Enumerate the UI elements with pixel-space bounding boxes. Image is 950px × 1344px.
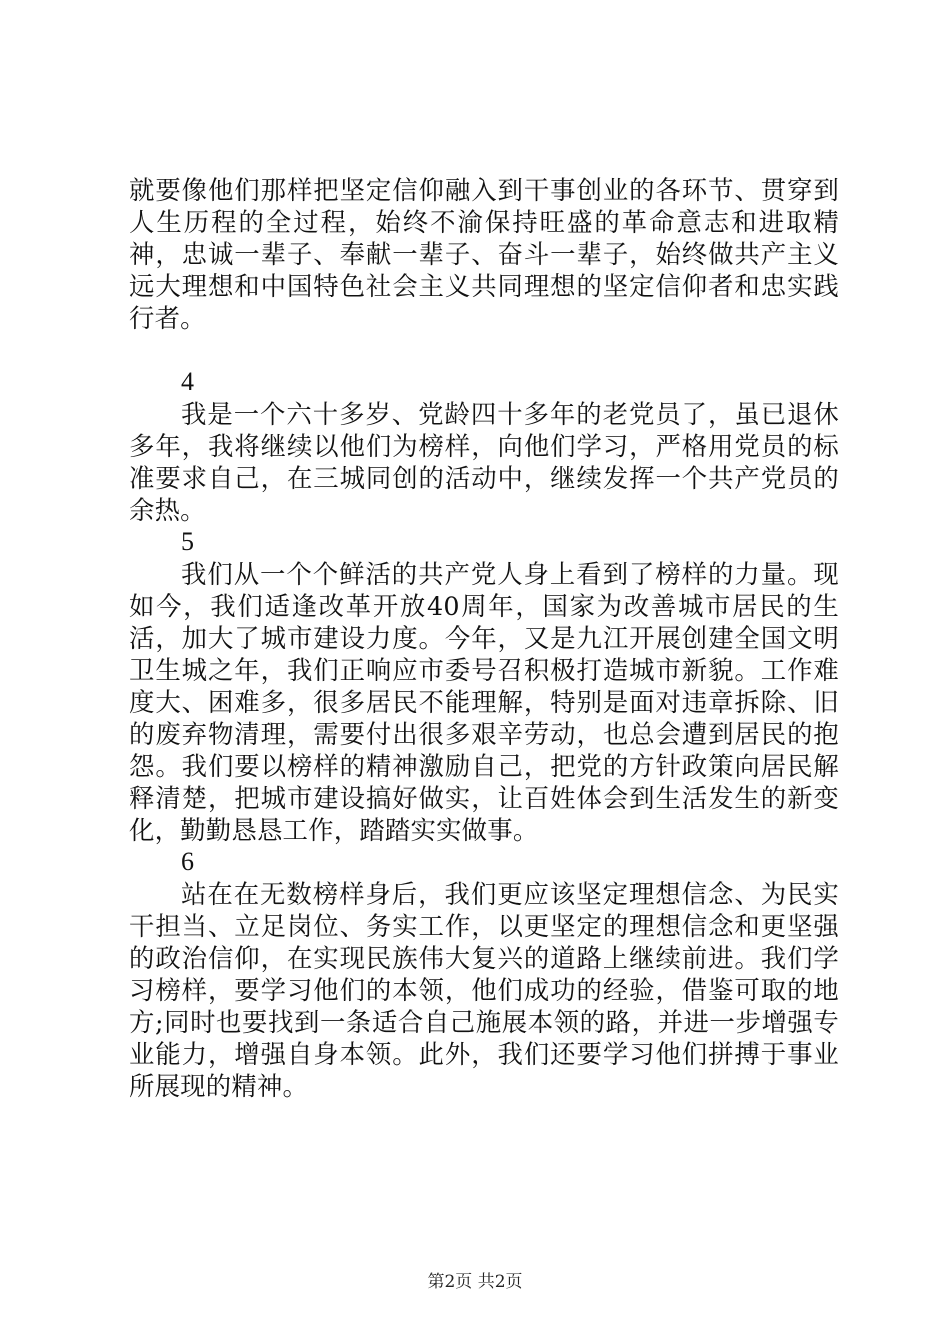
section-number-6: 6	[181, 847, 194, 876]
paragraph-section-6: 站在在无数榜样身后，我们更应该坚定理想信念、为民实干担当、立足岗位、务实工作，以更坚定的理想信念和更坚强的政治信仰，在实现民族伟大复兴的道路上继续前进。我们学习榜样，要学习他们的本领，他们成功的经验，借鉴可取的地方;同时也要找到一条适合自己施展本领的路，并进一步增强专业能力，增强自身本领。此外，我们还要学习他们拼搏于事业所展现的精神。	[129, 879, 839, 1101]
page-footer: 第2页 共2页	[427, 1272, 523, 1292]
section-number-4: 4	[181, 367, 194, 396]
paragraph-spacer	[129, 334, 839, 366]
section-number-5: 5	[181, 527, 194, 556]
paragraph-section-5: 我们从一个个鲜活的共产党人身上看到了榜样的力量。现如今，我们适逢改革开放40周年，国家为改善城市居民的生活，加大了城市建设力度。今年，又是九江开展创建全国文明卫生城之年，我们正响应市委号召积极打造城市新貌。工作难度大、困难多，很多居民不能理解，特别是面对违章拆除、旧的废弃物清理，需要付出很多艰辛劳动，也总会遭到居民的抱怨。我们要以榜样的精神激励自己，把党的方针政策向居民解释清楚，把城市建设搞好做实，让百姓体会到生活发生的新变化，勤勤恳恳工作，踏踏实实做事。	[129, 559, 839, 845]
paragraph-continued: 就要像他们那样把坚定信仰融入到干事创业的各环节、贯穿到人生历程的全过程，始终不渝保持旺盛的革命意志和进取精神，忠诚一辈子、奉献一辈子、奋斗一辈子，始终做共产主义远大理想和中国特色社会主义共同理想的坚定信仰者和忠实践行者。	[129, 175, 839, 333]
document-body	[129, 174, 839, 1102]
paragraph-section-4: 我是一个六十多岁、党龄四十多年的老党员了，虽已退休多年，我将继续以他们为榜样，向他们学习，严格用党员的标准要求自己，在三城同创的活动中，继续发挥一个共产党员的余热。	[129, 399, 839, 525]
